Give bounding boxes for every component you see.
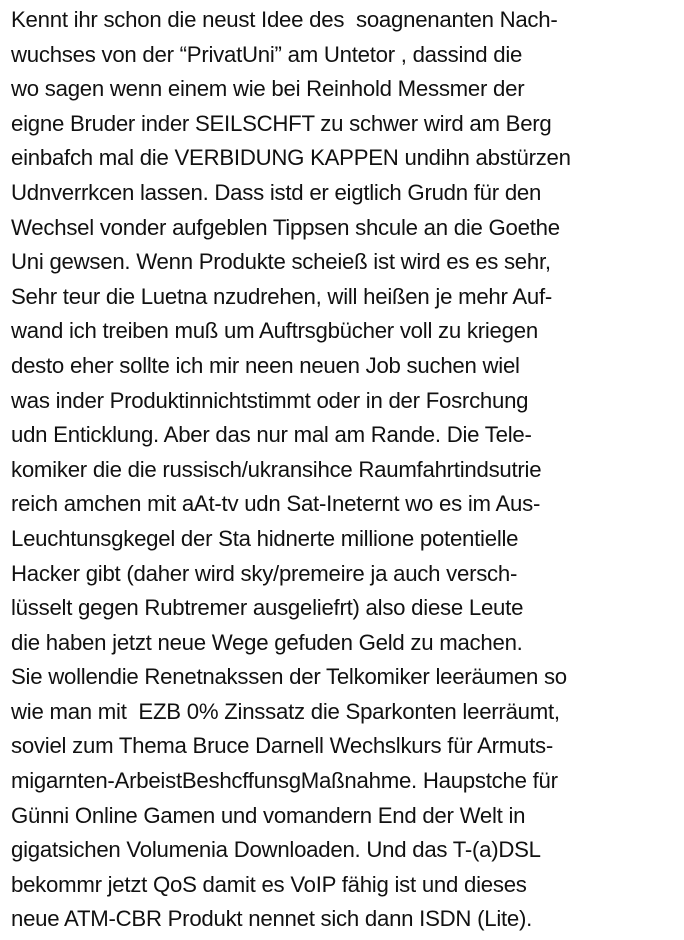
text-line: neue ATM-CBR Produkt nennet sich dann ISDN (Lite). (11, 906, 533, 932)
text-line: Hacker gibt (daher wird sky/premeire ja auch versch- (11, 560, 518, 586)
text-line: migarnten-ArbeistBeshcffunsgMaßnahme. Haupstche für (11, 768, 558, 794)
text-line: Leuchtunsgkegel der Sta hidnerte millione potentielle (11, 525, 519, 551)
text-line: Sehr teur die Luetna nzudrehen, will heißen je mehr Auf- (11, 283, 553, 309)
text-line: Udnverrkcen lassen. Dass istd er eigtlich Grudn für den (11, 179, 542, 205)
text-line: bekommr jetzt QoS damit es VoIP fähig ist und dieses (11, 871, 527, 897)
text-line: desto eher sollte ich mir neen neuen Job suchen wiel (11, 352, 520, 378)
text-line: wo sagen wenn einem wie bei Reinhold Messmer der (11, 76, 525, 102)
text-line: wand ich treiben muß um Auftrsgbücher voll zu kriegen (11, 318, 538, 344)
text-line: eigne Bruder inder SEILSCHFT zu schwer wird am Berg (11, 110, 552, 136)
text-line: reich amchen mit aAt-tv udn Sat-Ineternt wo es im Aus- (11, 491, 541, 517)
body-text (11, 3, 683, 937)
text-line: komiker die die russisch/ukransihce Raumfahrtindsutrie (11, 456, 542, 482)
text-line: Kennt ihr schon die neust Idee des soagnenanten Nach- (11, 7, 558, 32)
text-line: Uni gewsen. Wenn Produkte scheieß ist wird es es sehr, (11, 249, 551, 275)
text-line: einbafch mal die VERBIDUNG KAPPEN undihn abstürzen (11, 145, 571, 171)
text-line: soviel zum Thema Bruce Darnell Wechslkurs für Armuts- (11, 733, 554, 759)
text-line: udn Enticklung. Aber das nur mal am Rande. Die Tele- (11, 422, 532, 448)
text-line: lüsselt gegen Rubtremer ausgeliefrt) also diese Leute (11, 595, 524, 621)
text-line: was inder Produktinnichtstimmt oder in der Fosrchung (11, 387, 529, 413)
text-line: die haben jetzt neue Wege gefuden Geld zu machen. (11, 629, 523, 655)
text-line: wie man mit EZB 0% Zinssatz die Sparkonten leerräumt, (11, 698, 560, 724)
text-line: Sie wollendie Renetnakssen der Telkomiker leeräumen so (11, 664, 567, 690)
text-line: Wechsel vonder aufgeblen Tippsen shcule an die Goethe (11, 214, 560, 240)
text-line: Günni Online Gamen und vomandern End der Welt in (11, 802, 526, 828)
text-line: gigatsichen Volumenia Downloaden. Und das T-(a)DSL (11, 837, 541, 863)
text-line: wuchses von der “PrivatUni” am Untetor , dassind die (11, 41, 523, 67)
